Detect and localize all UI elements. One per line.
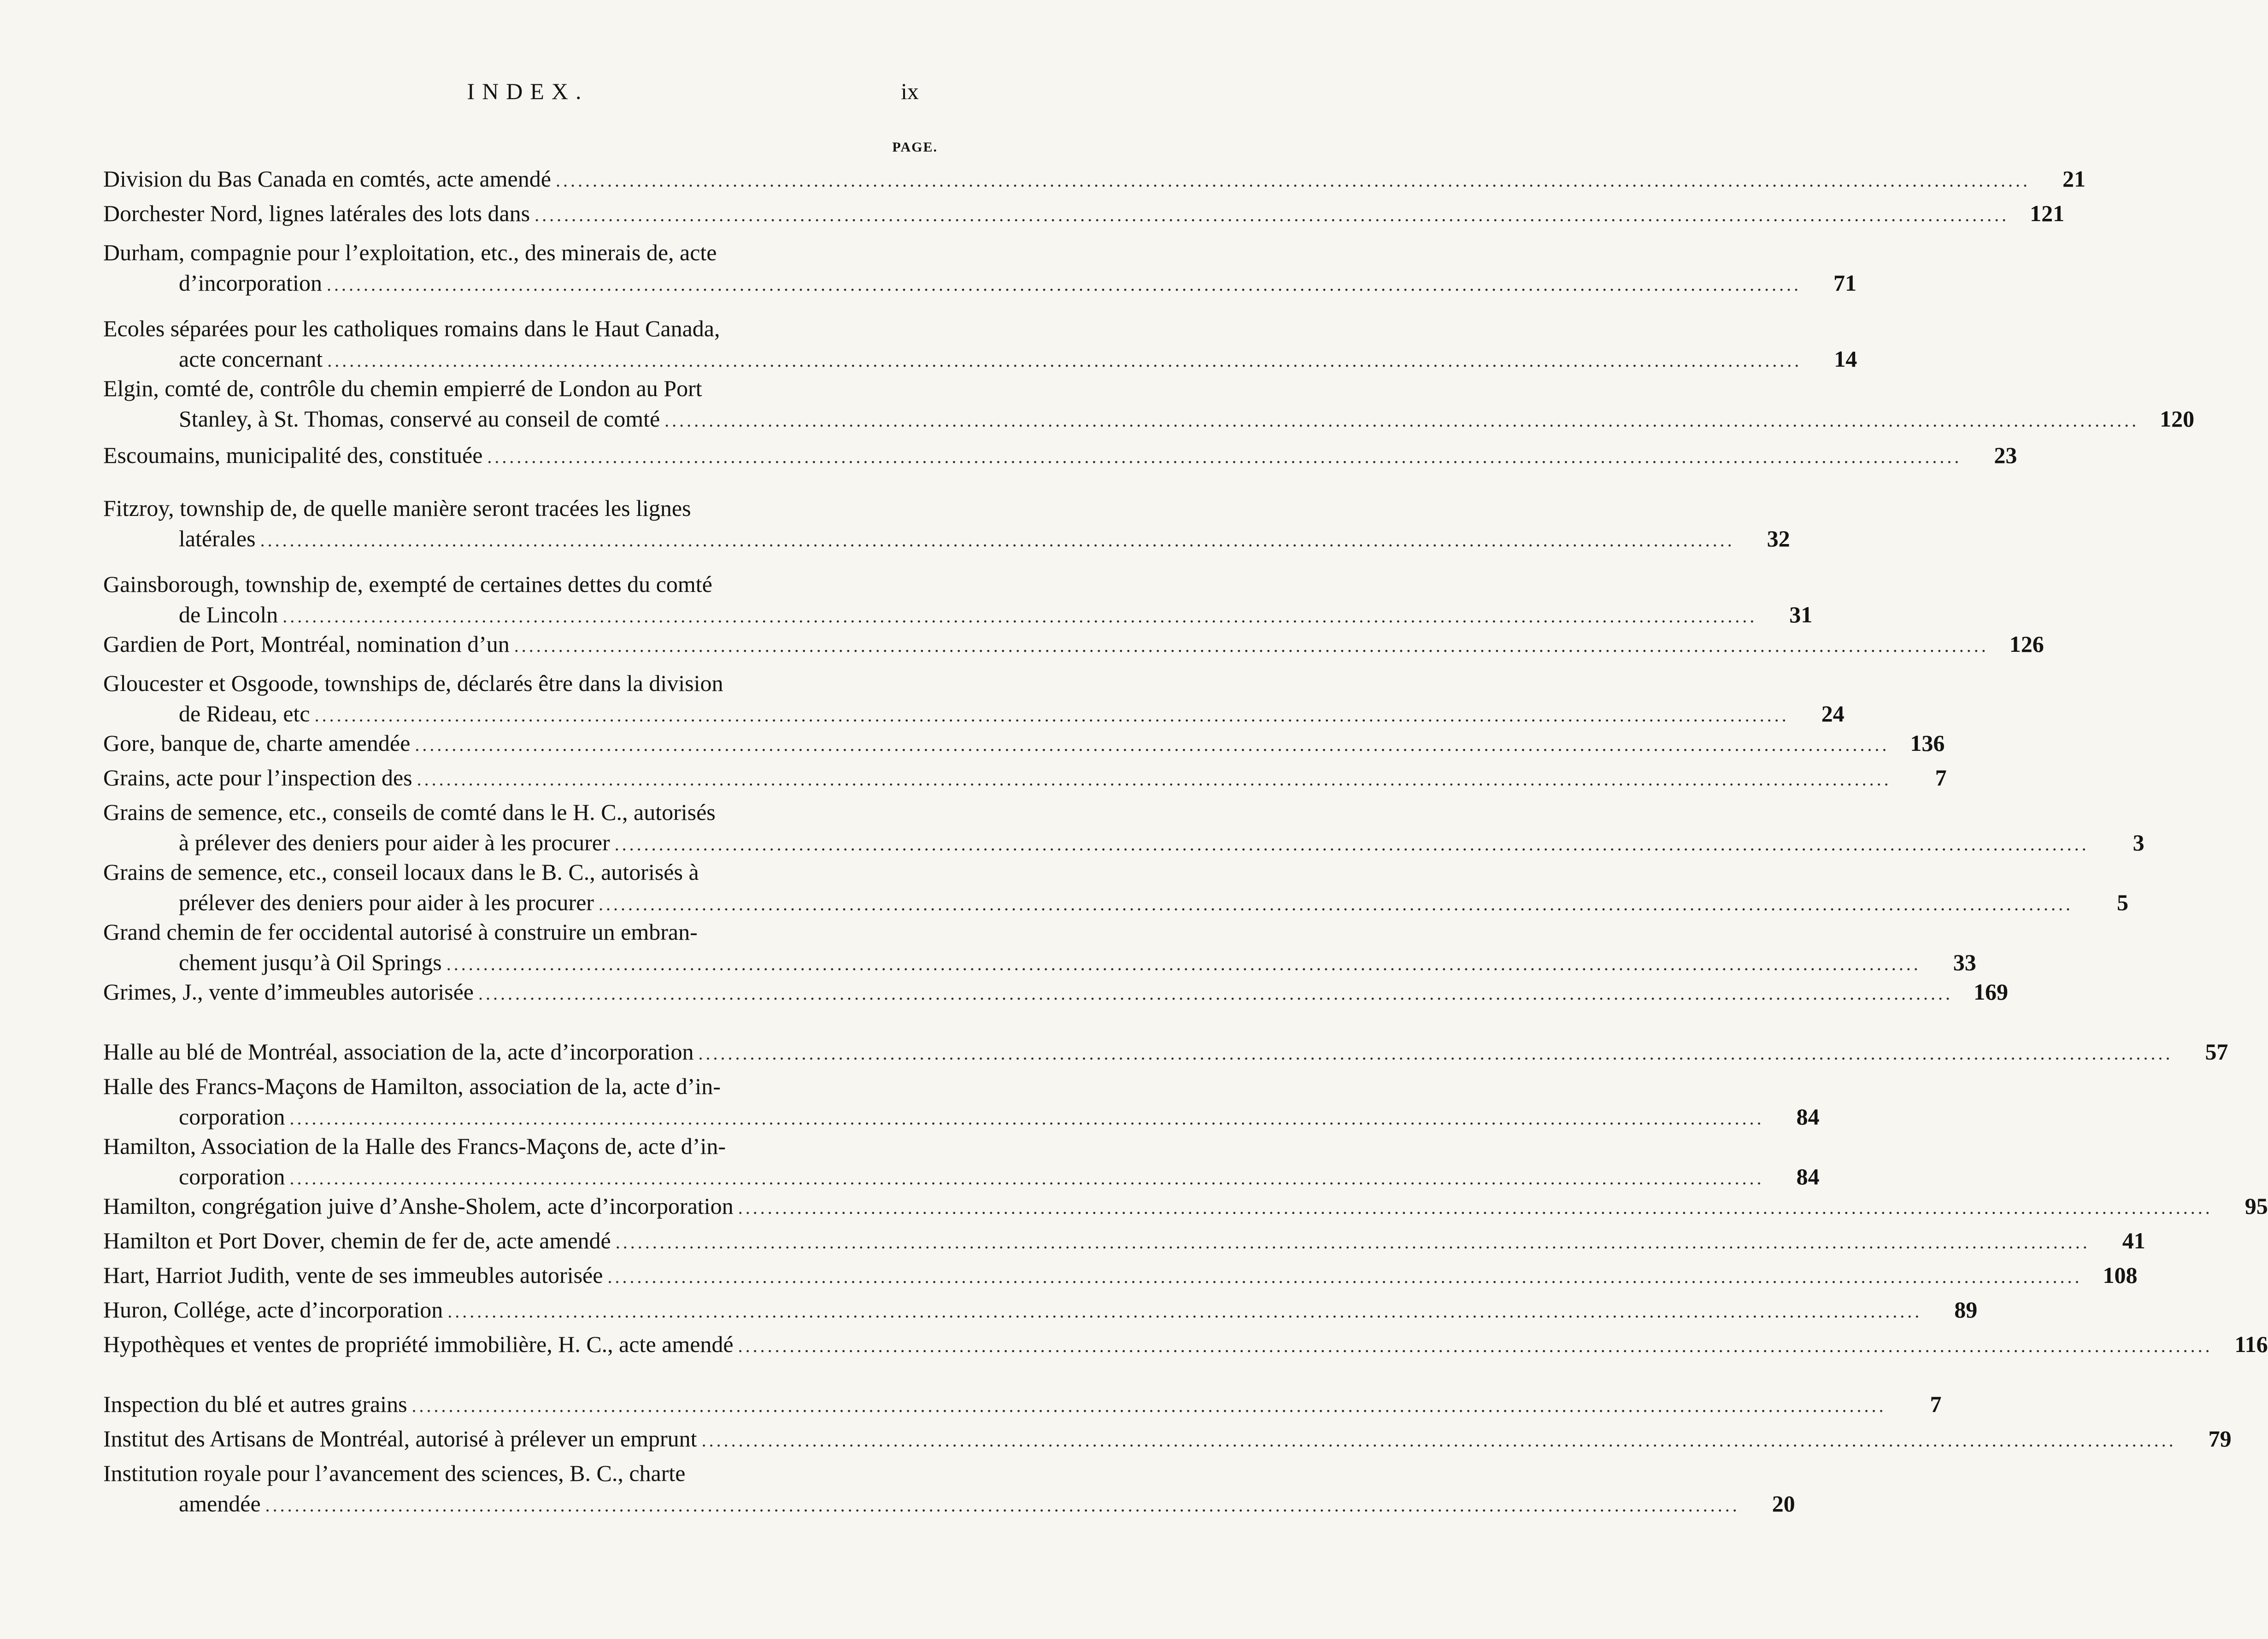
page-number: 32 bbox=[1767, 526, 1790, 551]
dot-leader: ........................................................................................................................................................................................................ bbox=[698, 1043, 2173, 1064]
index-entry bbox=[103, 373, 2195, 434]
index-entry bbox=[103, 1458, 1795, 1519]
entry-text-continued: amendée bbox=[179, 1491, 261, 1516]
dot-leader: ........................................................................................................................................................................................................ bbox=[701, 1430, 2176, 1451]
dot-leader: ........................................................................................................................................................................................................ bbox=[478, 983, 1953, 1004]
index-entry bbox=[103, 1131, 1820, 1192]
page-number: 7 bbox=[1930, 1391, 1942, 1417]
entry-text-continued: de Rideau, etc bbox=[179, 701, 310, 726]
entry-text: Hypothèques et ventes de propriété immobilière, H. C., acte amendé bbox=[103, 1331, 734, 1357]
index-entry bbox=[103, 1071, 1820, 1132]
entry-text: Grains de semence, etc., conseils de comté dans le H. C., autorisés bbox=[103, 799, 716, 825]
folio-number: ix bbox=[901, 78, 919, 104]
dot-leader: ........................................................................................................................................................................................................ bbox=[314, 705, 1789, 726]
page-number: 23 bbox=[1994, 442, 2017, 468]
entry-text: Hamilton, Association de la Halle des Francs-Maçons de, acte d’in- bbox=[103, 1133, 726, 1159]
dot-leader: ........................................................................................................................................................................................................ bbox=[327, 274, 1802, 295]
dot-leader: ........................................................................................................................................................................................................ bbox=[738, 1335, 2213, 1356]
dot-leader: ........................................................................................................................................................................................................ bbox=[411, 1395, 1886, 1416]
dot-leader: ........................................................................................................................................................................................................ bbox=[327, 350, 1802, 371]
entry-text: Hart, Harriot Judith, vente de ses immeubles autorisée bbox=[103, 1262, 603, 1288]
entry-text-continued: Stanley, à St. Thomas, conservé au conseil de comté bbox=[179, 406, 660, 432]
entry-text: Hamilton, congrégation juive d’Anshe-Sholem, acte d’incorporation bbox=[103, 1193, 734, 1219]
dot-leader: ........................................................................................................................................................................................................ bbox=[487, 446, 1962, 467]
entry-text: Grimes, J., vente d’immeubles autorisée bbox=[103, 979, 474, 1005]
page-number: 7 bbox=[1935, 765, 1947, 790]
index-entry bbox=[103, 1423, 2232, 1454]
entry-text: Gainsborough, township de, exempté de certaines dettes du comté bbox=[103, 571, 712, 597]
index-entry bbox=[103, 198, 2065, 228]
index-entry bbox=[103, 164, 2086, 194]
page-number: 41 bbox=[2122, 1228, 2145, 1253]
index-entry bbox=[103, 668, 1845, 729]
index-entry bbox=[103, 728, 1945, 758]
entry-text-continued: corporation bbox=[179, 1104, 285, 1130]
entry-text: Elgin, comté de, contrôle du chemin empierré de London au Port bbox=[103, 375, 702, 401]
index-entry bbox=[103, 629, 2044, 659]
dot-leader: ........................................................................................................................................................................................................ bbox=[535, 205, 2009, 225]
index-entry bbox=[103, 313, 1857, 374]
entry-text-continued: prélever des deniers pour aider à les procurer bbox=[179, 890, 594, 915]
dot-leader: ........................................................................................................................................................................................................ bbox=[265, 1495, 1740, 1516]
entry-text-continued: corporation bbox=[179, 1164, 285, 1189]
entry-text: Grand chemin de fer occidental autorisé à construire un embran- bbox=[103, 919, 698, 945]
entry-text: Hamilton et Port Dover, chemin de fer de, acte amendé bbox=[103, 1228, 611, 1253]
index-entry bbox=[103, 1036, 2228, 1067]
page-number: 31 bbox=[1789, 602, 1813, 627]
page-number: 121 bbox=[2030, 200, 2065, 226]
entry-text: Grains de semence, etc., conseil locaux dans le B. C., autorisés à bbox=[103, 859, 699, 885]
dot-leader: ........................................................................................................................................................................................................ bbox=[447, 1301, 1922, 1322]
page-number: 95 bbox=[2244, 1193, 2268, 1219]
dot-leader: ........................................................................................................................................................................................................ bbox=[664, 410, 2139, 431]
dot-leader: ........................................................................................................................................................................................................ bbox=[555, 170, 2030, 191]
entry-text: Ecoles séparées pour les catholiques romains dans le Haut Canada, bbox=[103, 316, 720, 341]
entry-text: Grains, acte pour l’inspection des bbox=[103, 765, 412, 790]
index-entry bbox=[103, 857, 2128, 918]
index-entry bbox=[103, 1389, 1942, 1419]
entry-text-continued: chement jusqu’à Oil Springs bbox=[179, 949, 442, 975]
page-number: 5 bbox=[2116, 890, 2128, 915]
page-title: INDEX. bbox=[467, 78, 589, 104]
entry-text-continued: à prélever des deniers pour aider à les procurer bbox=[179, 830, 610, 855]
index-entry bbox=[103, 762, 1947, 793]
page-number: 126 bbox=[2009, 631, 2044, 657]
dot-leader: ........................................................................................................................................................................................................ bbox=[446, 954, 1921, 974]
entry-text-continued: d’incorporation bbox=[179, 270, 323, 296]
entry-text: Escoumains, municipalité des, constituée bbox=[103, 442, 483, 468]
index-entry bbox=[103, 1225, 2145, 1256]
page-number: 116 bbox=[2234, 1331, 2268, 1357]
entry-text: Halle des Francs-Maçons de Hamilton, association de la, acte d’in- bbox=[103, 1073, 721, 1099]
page-number: 14 bbox=[1834, 346, 1857, 372]
page-number: 57 bbox=[2205, 1039, 2228, 1065]
dot-leader: ........................................................................................................................................................................................................ bbox=[289, 1168, 1764, 1188]
entry-text-continued: acte concernant bbox=[179, 346, 323, 372]
page-number: 20 bbox=[1772, 1491, 1795, 1516]
page-number: 108 bbox=[2103, 1262, 2138, 1288]
entry-text: Dorchester Nord, lignes latérales des lots dans bbox=[103, 200, 530, 226]
index-entry bbox=[103, 493, 1790, 554]
entry-text: Huron, Collége, acte d’incorporation bbox=[103, 1297, 443, 1323]
page-number: 79 bbox=[2208, 1426, 2232, 1452]
index-entry bbox=[103, 1191, 2268, 1221]
index-entry bbox=[103, 977, 2008, 1007]
entry-text-continued: de Lincoln bbox=[179, 602, 278, 627]
entry-text: Durham, compagnie pour l’exploitation, etc., des minerais de, acte bbox=[103, 240, 717, 265]
entry-text-continued: latérales bbox=[179, 526, 256, 551]
dot-leader: ........................................................................................................................................................................................................ bbox=[289, 1108, 1764, 1129]
page-number: 33 bbox=[1953, 949, 1976, 975]
page-number: 24 bbox=[1821, 701, 1845, 726]
page-number: 136 bbox=[1910, 730, 1945, 756]
dot-leader: ........................................................................................................................................................................................................ bbox=[607, 1266, 2082, 1287]
dot-leader: ........................................................................................................................................................................................................ bbox=[282, 606, 1757, 626]
dot-leader: ........................................................................................................................................................................................................ bbox=[514, 635, 1989, 656]
dot-leader: ........................................................................................................................................................................................................ bbox=[417, 769, 1892, 790]
entry-text: Fitzroy, township de, de quelle manière seront tracées les lignes bbox=[103, 495, 691, 521]
dot-leader: ........................................................................................................................................................................................................ bbox=[260, 530, 1735, 550]
page-number: 84 bbox=[1796, 1104, 1820, 1130]
entry-text: Inspection du blé et autres grains bbox=[103, 1391, 407, 1417]
dot-leader: ........................................................................................................................................................................................................ bbox=[738, 1197, 2213, 1218]
index-entry bbox=[103, 1294, 1978, 1325]
entry-text: Halle au blé de Montréal, association de la, acte d’incorporation bbox=[103, 1039, 694, 1065]
dot-leader: ........................................................................................................................................................................................................ bbox=[598, 894, 2073, 914]
page-number: 21 bbox=[2062, 166, 2086, 192]
page-number: 169 bbox=[1973, 979, 2008, 1005]
page-number: 120 bbox=[2160, 406, 2195, 432]
page-number: 89 bbox=[1954, 1297, 1978, 1323]
dot-leader: ........................................................................................................................................................................................................ bbox=[415, 734, 1890, 755]
index-entry bbox=[103, 569, 1813, 630]
index-entry bbox=[103, 237, 1857, 298]
dot-leader: ........................................................................................................................................................................................................ bbox=[615, 1232, 2090, 1253]
entry-text: Institution royale pour l’avancement des sciences, B. C., charte bbox=[103, 1460, 686, 1486]
page-number: 3 bbox=[2133, 830, 2145, 855]
index-entry bbox=[103, 1329, 2268, 1359]
page-number: 71 bbox=[1833, 270, 1857, 296]
entry-text: Gore, banque de, charte amendée bbox=[103, 730, 411, 756]
entry-text: Institut des Artisans de Montréal, autorisé à prélever un emprunt bbox=[103, 1426, 697, 1452]
entry-text: Gloucester et Osgoode, townships de, déclarés être dans la division bbox=[103, 670, 723, 696]
page-column-label: PAGE. bbox=[892, 140, 938, 155]
entry-text: Division du Bas Canada en comtés, acte amendé bbox=[103, 166, 551, 192]
page-number: 84 bbox=[1796, 1164, 1820, 1189]
index-entry bbox=[103, 917, 1976, 978]
index-entry bbox=[103, 797, 2145, 858]
dot-leader: ........................................................................................................................................................................................................ bbox=[614, 834, 2089, 855]
entry-text: Gardien de Port, Montréal, nomination d’un bbox=[103, 631, 510, 657]
index-entry bbox=[103, 440, 2017, 470]
index-entry bbox=[103, 1260, 2138, 1290]
